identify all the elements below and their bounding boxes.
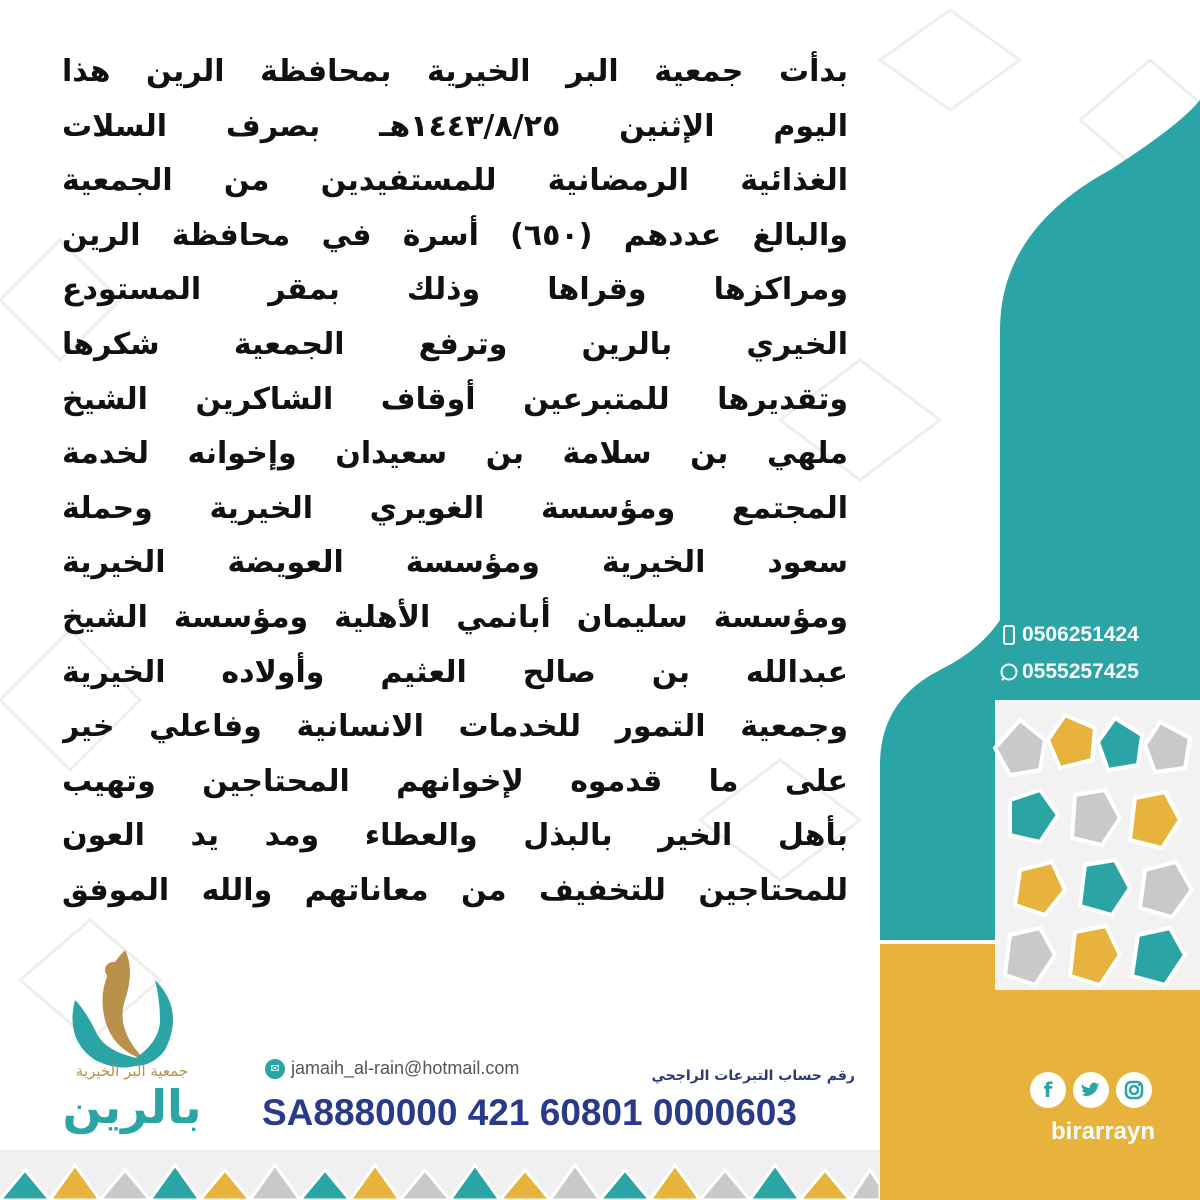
bottom-pattern-band [0,1150,880,1200]
iban-number: SA8880000 421 60801 0000603 [262,1092,797,1133]
phone-number[interactable] [1000,620,1190,650]
post-line: والبالغ عددهم (٦٥٠) أسرة في محافظة الرين [62,217,848,253]
post-line: عبدالله بن صالح العثيم وأولاده الخيرية [62,654,848,690]
post-line: الخيري بالرين وترفع الجمعية شكرها [62,326,848,362]
facebook-icon[interactable]: f [1030,1072,1066,1108]
post-line: بدأت جمعية البر الخيرية بمحافظة الرين هذا [62,54,848,89]
logo-place-name: بالرين [62,1080,202,1134]
post-line: ملهي بن سلامة بن سعيدان وإخوانه لخدمة [62,436,848,472]
post-line: الغذائية الرمضانية للمستفيدين من الجمعية [62,163,848,199]
post-line: اليوم الإثنين ١٤٤٣/٨/٢٥هـ بصرف السلات [62,108,848,144]
social-handle: birarrayn [1050,1118,1156,1145]
phone-number-text: 0506251424 [1022,623,1139,646]
donation-account-label: رقم حساب التبرعات الراجحي [651,1068,855,1084]
post-line: بأهل الخير بالبذل والعطاء ومد يد العون [62,818,848,854]
whatsapp-number-text: 0555257425 [1022,660,1139,683]
mobile-phone-icon [1000,624,1018,646]
email-contact[interactable] [265,1058,519,1079]
instagram-icon[interactable] [1116,1072,1152,1108]
post-line: وجمعية التمور للخدمات الانسانية وفاعلي خير [62,709,848,745]
twitter-icon[interactable] [1073,1072,1109,1108]
post-line: المجتمع ومؤسسة الغويري الخيرية وحملة [62,490,848,526]
post-line: ومؤسسة سليمان أبانمي الأهلية ومؤسسة الشيخ [62,599,848,635]
post-line: وتقديرها للمتبرعين أوقاف الشاكرين الشيخ [62,381,848,417]
whatsapp-icon [1000,661,1018,683]
decorative-arch-panel [880,0,1200,1200]
social-links [1030,1072,1152,1108]
email-text: jamaih_al-rain@hotmail.com [291,1058,520,1078]
whatsapp-number[interactable] [1000,657,1190,687]
email-icon: ✉ [265,1059,285,1079]
post-line: على ما قدموه لإخوانهم المحتاجين وتهيب [62,763,848,799]
post-line: سعود الخيرية ومؤسسة العويضة الخيرية [62,545,848,581]
post-line: للمحتاجين للتخفيف من معاناتهم والله الموفق [62,872,848,908]
logo-org-name: جمعية البر الخيرية [75,1062,189,1080]
post-line: ومراكزها وقراها وذلك بمقر المستودع [62,272,848,308]
post-body-text [62,45,848,919]
